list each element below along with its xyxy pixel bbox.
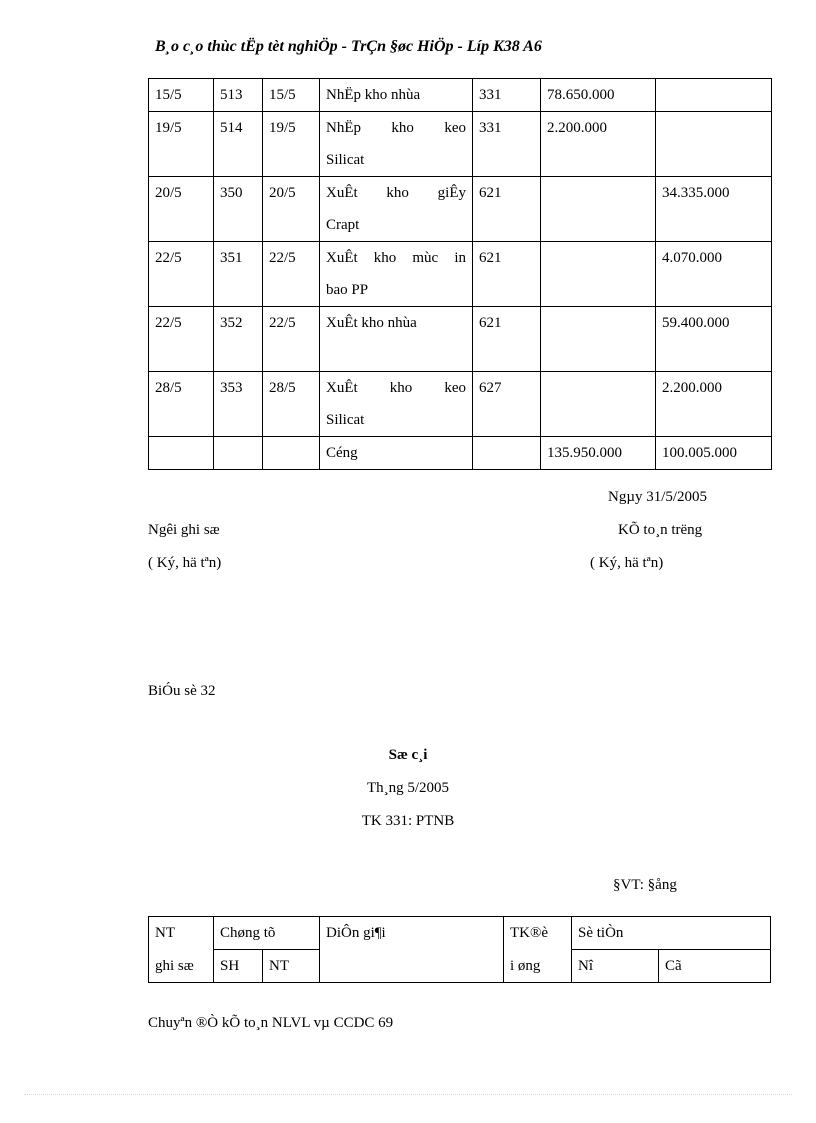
cell-contra-account: 331 — [473, 112, 541, 177]
col-chung-tu: Chøng tõ — [214, 917, 320, 950]
chief-accountant-signature-note: ( Ký, hä tªn) — [590, 555, 664, 571]
cell-document-date: 22/5 — [263, 242, 320, 307]
col-tk-doi-ung: TK®è — [504, 917, 572, 950]
description-line: XuÊt kho mùc in — [326, 250, 466, 266]
cell-document-date: 20/5 — [263, 177, 320, 242]
page-footer: Chuyªn ®Ò kÕ to¸n NLVL vµ CCDC 69 — [148, 1015, 394, 1031]
cell-date-recorded: 22/5 — [149, 307, 214, 372]
ledger-row — [149, 307, 772, 372]
cell-debit: 135.950.000 — [541, 437, 656, 470]
cell-credit: 59.400.000 — [656, 307, 772, 372]
cell-description — [320, 437, 473, 470]
cell-credit: 100.005.000 — [656, 437, 772, 470]
cell-contra-account: 621 — [473, 177, 541, 242]
ledger-row — [149, 177, 772, 242]
cell-document-number: 351 — [214, 242, 263, 307]
page-bottom-dotted-line — [24, 1094, 792, 1095]
cell-debit — [541, 372, 656, 437]
cell-document-number: 350 — [214, 177, 263, 242]
ledger-book-header-table — [148, 916, 771, 983]
description-line: XuÊt kho keo — [326, 380, 466, 396]
cell-debit — [541, 242, 656, 307]
cell-description — [320, 307, 473, 372]
book-account: TK 331: PTNB — [361, 813, 455, 829]
currency-unit: §VT: §ång — [613, 877, 677, 893]
description-line: XuÊt kho nhùa — [326, 315, 417, 331]
cell-document-number: 353 — [214, 372, 263, 437]
description-line: Silicat — [326, 412, 365, 428]
cell-document-number: 513 — [214, 79, 263, 112]
description-line: Céng — [326, 445, 358, 461]
cell-document-date — [263, 437, 320, 470]
col-nt-ghi-so: NT — [149, 917, 214, 950]
cell-debit — [541, 307, 656, 372]
description-line: XuÊt kho giÊy — [326, 185, 466, 201]
cell-description — [320, 177, 473, 242]
ledger-row — [149, 437, 772, 470]
description-line — [326, 339, 466, 371]
page-header: B¸o c¸o thùc tËp tèt nghiÖp - TrÇn §øc HiÖp - Líp K38 A6 — [155, 38, 542, 55]
cell-document-date: 15/5 — [263, 79, 320, 112]
description-line: NhËp kho nhùa — [326, 87, 421, 103]
cell-date-recorded: 22/5 — [149, 242, 214, 307]
col-dien-giai: DiÔn gi¶i — [320, 917, 504, 983]
recorder-title: Ngêi ghi sæ — [148, 522, 220, 538]
cell-date-recorded: 28/5 — [149, 372, 214, 437]
cell-date-recorded — [149, 437, 214, 470]
cell-date-recorded: 15/5 — [149, 79, 214, 112]
cell-debit — [541, 177, 656, 242]
col-nt: NT — [263, 950, 320, 983]
book-title: Sæ c¸i — [388, 747, 428, 763]
col-so-tien: Sè tiÒn — [572, 917, 771, 950]
cell-document-date: 19/5 — [263, 112, 320, 177]
cell-credit: 2.200.000 — [656, 372, 772, 437]
ledger-row — [149, 242, 772, 307]
cell-description — [320, 79, 473, 112]
cell-document-number: 352 — [214, 307, 263, 372]
description-line: NhËp kho keo — [326, 120, 466, 136]
cell-contra-account: 331 — [473, 79, 541, 112]
cell-contra-account: 621 — [473, 307, 541, 372]
col-nt-ghi-so-line2: ghi sæ — [149, 950, 214, 983]
form-number: BiÓu sè 32 — [148, 683, 216, 699]
cell-credit — [656, 79, 772, 112]
cell-contra-account: 621 — [473, 242, 541, 307]
col-sh: SH — [214, 950, 263, 983]
cell-document-number: 514 — [214, 112, 263, 177]
col-tk-doi-ung-line2: i øng — [504, 950, 572, 983]
ledger-row — [149, 79, 772, 112]
cell-document-date: 28/5 — [263, 372, 320, 437]
book-month: Th¸ng 5/2005 — [366, 780, 450, 796]
col-co: Cã — [659, 950, 771, 983]
cell-credit: 34.335.000 — [656, 177, 772, 242]
cell-description — [320, 242, 473, 307]
cell-debit: 2.200.000 — [541, 112, 656, 177]
cell-description — [320, 372, 473, 437]
cell-credit — [656, 112, 772, 177]
recorder-signature-note: ( Ký, hä tªn) — [148, 555, 222, 571]
ledger-row — [149, 372, 772, 437]
cell-date-recorded: 19/5 — [149, 112, 214, 177]
cell-date-recorded: 20/5 — [149, 177, 214, 242]
cell-contra-account — [473, 437, 541, 470]
description-line: bao PP — [326, 282, 369, 298]
date-line: Ngµy 31/5/2005 — [608, 489, 708, 505]
cell-document-number — [214, 437, 263, 470]
cell-credit: 4.070.000 — [656, 242, 772, 307]
description-line: Crapt — [326, 217, 360, 233]
ledger-table — [148, 78, 772, 470]
cell-contra-account: 627 — [473, 372, 541, 437]
description-line: Silicat — [326, 152, 365, 168]
cell-description — [320, 112, 473, 177]
cell-debit: 78.650.000 — [541, 79, 656, 112]
cell-document-date: 22/5 — [263, 307, 320, 372]
col-no: Nî — [572, 950, 659, 983]
ledger-row — [149, 112, 772, 177]
chief-accountant-title: KÕ to¸n trëng — [618, 522, 703, 538]
